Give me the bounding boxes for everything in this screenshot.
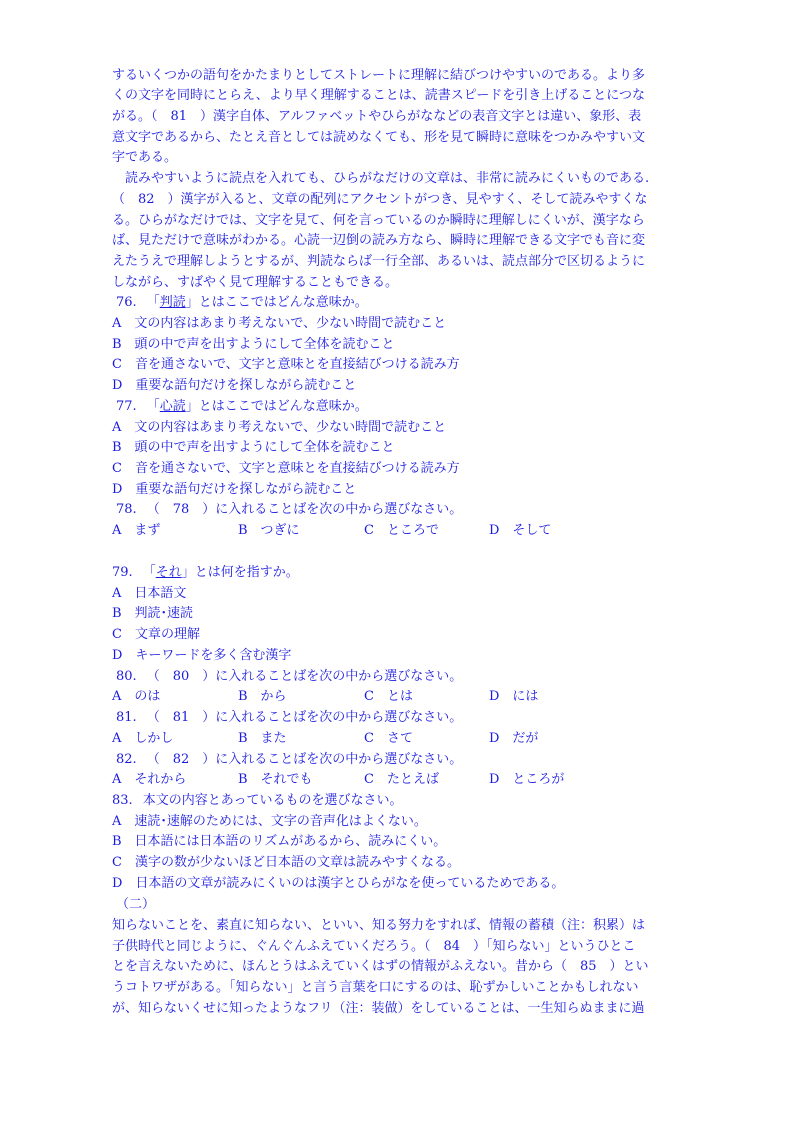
option-c[interactable]: C 文章の理解	[112, 627, 200, 642]
question-80-stem: 80. （ 80 ）に入れることばを次の中から選びなさい。	[116, 669, 463, 684]
underlined-term: それ	[155, 565, 182, 580]
question-81-options	[0, 729, 794, 749]
option-b[interactable]: B つぎに	[238, 523, 300, 538]
passage-line: 読みやすいように読点を入れても、ひらがなだけの文章は、非常に読みにくいものである.	[112, 171, 650, 186]
option-a[interactable]: A それから	[112, 772, 187, 787]
passage-line: 子供時代と同じように、ぐんぐんふえていくだろう。（ 84 ）「知らない」というひとこ	[112, 939, 636, 954]
question-80-options	[0, 687, 794, 707]
option-d[interactable]: D 重要な語句だけを探しながら読むこと	[112, 482, 357, 497]
option-a[interactable]: A 文の内容はあまり考えないで、少ない時間で読むこと	[112, 316, 447, 331]
option-d[interactable]: D には	[489, 689, 539, 704]
passage-line: するいくつかの語句をかたまりとしてストレートに理解に結びつけやすいのである。より多	[112, 68, 646, 83]
question-number: 77.	[116, 399, 137, 414]
option-c[interactable]: C 音を通さないで、文字と意味とを直接結びつける読み方	[112, 357, 460, 372]
option-b[interactable]: B また	[238, 731, 287, 746]
question-77-stem: 77. 「心読」とはここではどんな意味か。	[116, 399, 368, 414]
passage-line: とを言えないために、ほんとうはふえていくはずの情報がふえない。昔から（ 85 ）とい	[112, 959, 649, 974]
question-78-stem: 78. （ 78 ）に入れることばを次の中から選びなさい。	[116, 502, 463, 517]
option-c[interactable]: C ところで	[364, 523, 439, 538]
option-c[interactable]: C 音を通さないで、文字と意味とを直接結びつける読み方	[112, 461, 460, 476]
question-number: 76.	[116, 295, 137, 310]
option-d[interactable]: D そして	[489, 523, 552, 538]
question-83-stem: 83. 本文の内容とあっているものを選びなさい。	[112, 793, 403, 808]
option-d[interactable]: D キーワードを多く含む漢字	[112, 648, 292, 663]
option-b[interactable]: B 頭の中で声を出すようにして全体を読むこと	[112, 337, 395, 352]
question-number: 79.	[112, 565, 133, 580]
passage-line: しながら、すばやく見て理解することもできる。	[112, 275, 399, 290]
passage-line: うコトワザがある。「知らない」と言う言葉を口にするのは、恥ずかしいことかもしれない	[112, 980, 639, 995]
passage-line: くの文字を同時にとらえ、より早く理解することは、読書スピードを引き上げることにつな	[112, 88, 646, 103]
option-a[interactable]: A 日本語文	[112, 586, 187, 601]
option-a[interactable]: A 文の内容はあまり考えないで、少ない時間で読むこと	[112, 420, 447, 435]
option-d[interactable]: D だが	[489, 731, 539, 746]
passage-line: がる。（ 81 ）漢字自体、アルファベットやひらがななどの表音文字とは違い、象形、表	[112, 109, 642, 124]
passage-line: 知らないことを、素直に知らない、といい、知る努力をすれば、情報の蓄積（注：积累）は	[112, 918, 646, 933]
underlined-term: 判読	[159, 295, 186, 310]
option-b[interactable]: B から	[238, 689, 287, 704]
passage-line: （ 82 ）漢字が入ると、文章の配列にアクセントがつき、見やすく、そして読みやすくな	[112, 192, 648, 207]
passage-line: 意文字であるから、たとえ音としては読めなくても、形を見て瞬時に意味をつかみやすい文	[112, 130, 646, 145]
option-b[interactable]: B 頭の中で声を出すようにして全体を読むこと	[112, 440, 395, 455]
option-d[interactable]: D ところが	[489, 772, 565, 787]
passage-line: えたうえで理解しようとするが、判読ならば一行全部、あるいは、読点部分で区切るように	[112, 254, 646, 269]
option-a[interactable]: A しかし	[112, 731, 174, 746]
question-82-stem: 82. （ 82 ）に入れることばを次の中から選びなさい。	[116, 752, 463, 767]
passage-line: 字である。	[112, 150, 178, 165]
question-82-options	[0, 770, 794, 790]
question-78-options	[0, 521, 794, 541]
underlined-term: 心読	[159, 399, 186, 414]
option-d[interactable]: D 重要な語句だけを探しながら読むこと	[112, 378, 357, 393]
option-c[interactable]: C とは	[364, 689, 413, 704]
question-76-stem: 76. 「判読」とはここではどんな意味か。	[116, 295, 368, 310]
question-number: 78.	[116, 502, 137, 517]
question-79-stem: 79. 「それ」とは何を指すか。	[112, 565, 299, 580]
option-b[interactable]: B それでも	[238, 772, 313, 787]
option-a[interactable]: A のは	[112, 689, 161, 704]
passage-line: ば、見ただけで意味がわかる。心読一辺倒の読み方なら、瞬時に理解できる文字でも音に変	[112, 233, 646, 248]
question-number: 82.	[116, 752, 137, 767]
question-81-stem: 81. （ 81 ）に入れることばを次の中から選びなさい。	[116, 710, 463, 725]
option-c[interactable]: C 漢字の数が少ないほど日本語の文章は読みやすくなる。	[112, 855, 460, 870]
question-number: 83.	[112, 793, 133, 808]
option-a[interactable]: A 速読･速解のためには、文字の音声化はよくない。	[112, 814, 427, 829]
passage-line: が、知らないくせに知ったようなフリ（注：装做）をしていることは、一生知らぬままに過	[112, 1001, 645, 1016]
question-number: 80.	[116, 669, 137, 684]
option-c[interactable]: C さて	[364, 731, 413, 746]
option-a[interactable]: A まず	[112, 523, 161, 538]
option-b[interactable]: B 日本語には日本語のリズムがあるから、読みにくい。	[112, 834, 447, 849]
question-number: 81.	[116, 710, 137, 725]
option-b[interactable]: B 判読･速読	[112, 606, 194, 621]
section-2-label: （二）	[116, 897, 156, 912]
passage-line: る。ひらがなだけでは、文字を見て、何を言っているのか瞬時に理解しにくいが、漢字なら	[112, 213, 645, 228]
option-d[interactable]: D 日本語の文章が読みにくいのは漢字とひらがなを使っているためである。	[112, 876, 565, 891]
option-c[interactable]: C たとえば	[364, 772, 439, 787]
